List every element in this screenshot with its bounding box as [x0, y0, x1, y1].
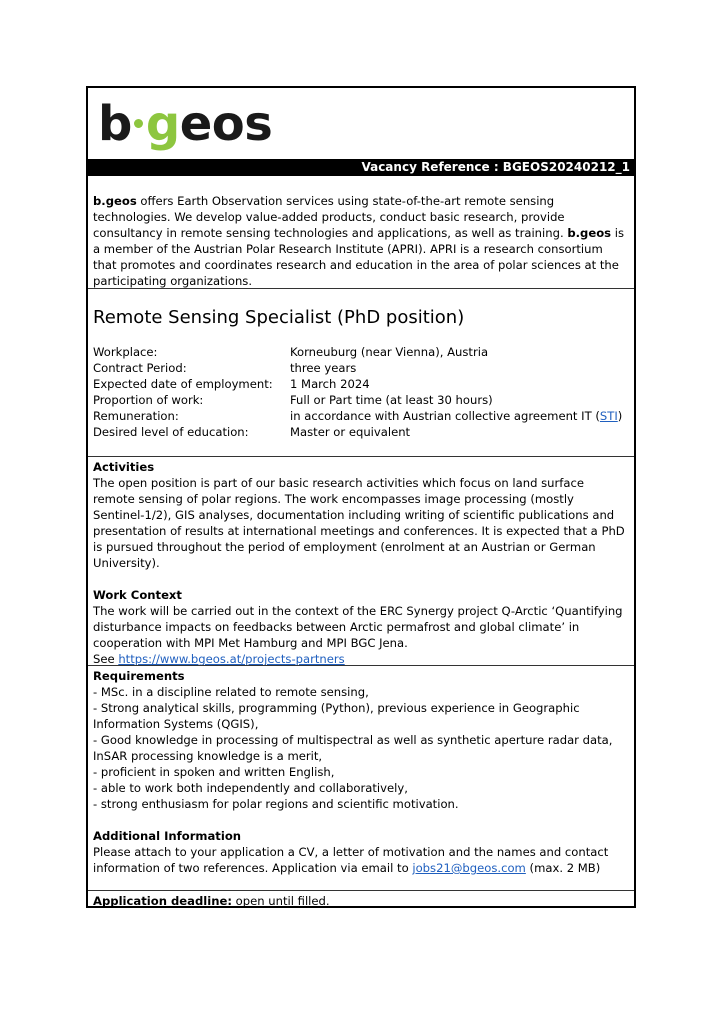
detail-value: in accordance with Austrian collective agreement IT (STI) — [290, 409, 623, 423]
company-name: b.geos — [93, 194, 137, 208]
vacancy-reference: Vacancy Reference : BGEOS20240212_1 — [88, 159, 634, 176]
requirement-item: - strong enthusiasm for polar regions and scientific motivation. — [93, 797, 459, 811]
divider — [88, 456, 634, 457]
activities-text: The open position is part of our basic research activities which focus on land surface remote sensing of polar regions. The work encompasses image processing (mostly Sentinel-1/2), GIS analyses, documentation including writing of scientific publications and presentation of results at international meetings and conferences. It is expected that a PhD is pursued throughout the period of employment (enrolment at an Austrian or German University). — [93, 476, 625, 570]
requirements-section: Requirements - MSc. in a discipline related to remote sensing, - Strong analytical skills, programming (Python), previous experience in Geographic Information Systems (QGIS), - Good knowledge in processing of multispectral as well as synthetic aperture radar data, InSAR processing knowledge is a merit, - proficient in spoken and written English, - able to work both independently and collaboratively, - strong enthusiasm for polar regions and scientific motivation. Additional Information Please attach to your application a CV, a letter of motivation and the names and contact information of two references. Application via email to jobs21@bgeos.com (max. 2 MB) — [88, 668, 634, 876]
detail-value: Master or equivalent — [290, 425, 411, 439]
company-name: b.geos — [567, 226, 612, 240]
activities-heading: Activities — [93, 460, 155, 474]
bgeos-logo — [98, 96, 272, 152]
requirements-heading: Requirements — [93, 669, 185, 683]
detail-label: Proportion of work: — [93, 393, 204, 407]
additional-info-text: Please attach to your application a CV, a letter of motivation and the names and contact information of two references. Application via email to — [93, 845, 609, 875]
position-details — [93, 344, 629, 440]
requirement-item: - Strong analytical skills, programming (Python), previous experience in Geographic Information Systems (QGIS), — [93, 701, 580, 731]
work-context-text: The work will be carried out in the context of the ERC Synergy project Q-Arctic ‘Quantifying disturbance impacts on feedbacks between Arctic permafrost and global climate’ in cooperation with MPI Met Hamburg and MPI BGC Jena. — [93, 604, 623, 650]
position-title: Remote Sensing Specialist (PhD position) — [93, 307, 465, 328]
detail-value: Korneuburg (near Vienna), Austria — [290, 345, 489, 359]
deadline-value: open until filled. — [231, 894, 330, 908]
position-section — [88, 307, 634, 440]
detail-label: Desired level of education: — [93, 425, 249, 439]
detail-label: Expected date of employment: — [93, 377, 273, 391]
projects-partners-link[interactable]: https://www.bgeos.at/projects-partners — [118, 652, 345, 666]
requirement-item: - proficient in spoken and written English, — [93, 765, 335, 779]
detail-value: 1 March 2024 — [290, 377, 370, 391]
detail-label: Contract Period: — [93, 361, 187, 375]
logo-dot-icon — [134, 119, 143, 128]
requirement-item: - MSc. in a discipline related to remote sensing, — [93, 685, 369, 699]
email-link[interactable]: jobs21@bgeos.com — [412, 861, 526, 875]
sti-link[interactable]: STI — [599, 409, 618, 423]
detail-value: Full or Part time (at least 30 hours) — [290, 393, 493, 407]
deadline-section — [88, 893, 634, 909]
additional-info-heading: Additional Information — [93, 829, 242, 843]
detail-label: Remuneration: — [93, 409, 179, 423]
requirement-item: - able to work both independently and collaboratively, — [93, 781, 408, 795]
detail-label: Workplace: — [93, 345, 158, 359]
intro-section: b.geos offers Earth Observation services using state-of-the-art remote sensing technologies. We develop value-added products, conduct basic research, provide consultancy in remote sensing technologies and applications, as well as training. b.geos is a member of the Austrian Polar Research Institute (APRI). APRI is a research consortium that promotes and coordinates research and education in the area of polar sciences at the participating organizations. — [93, 194, 625, 288]
work-context-heading: Work Context — [93, 588, 182, 602]
requirement-item: - Good knowledge in processing of multispectral as well as synthetic aperture radar data, InSAR processing knowledge is a merit, — [93, 733, 613, 763]
logo-letters-rest: eos — [179, 96, 273, 152]
divider — [88, 665, 634, 666]
divider — [88, 890, 634, 891]
divider — [88, 288, 634, 289]
deadline-label: Application deadline: — [93, 894, 232, 908]
detail-value: three years — [290, 361, 357, 375]
logo-letter-b: b — [98, 96, 132, 152]
logo-letter-g: g — [145, 96, 180, 152]
activities-section: Activities The open position is part of our basic research activities which focus on land surface remote sensing of polar regions. The work encompasses image processing (mostly Sentinel-1/2), GIS analyses, documentation including writing of scientific publications and presentation of results at international meetings and conferences. It is expected that a PhD is pursued throughout the period of employment (enrolment at an Austrian or German University). Work Context The work will be carried out in the context of the ERC Synergy project Q-Arctic ‘Quantifying disturbance impacts on feedbacks between Arctic permafrost and global climate’ in cooperation with MPI Met Hamburg and MPI BGC Jena. See https://www.bgeos.at/projects-partners — [88, 459, 634, 667]
